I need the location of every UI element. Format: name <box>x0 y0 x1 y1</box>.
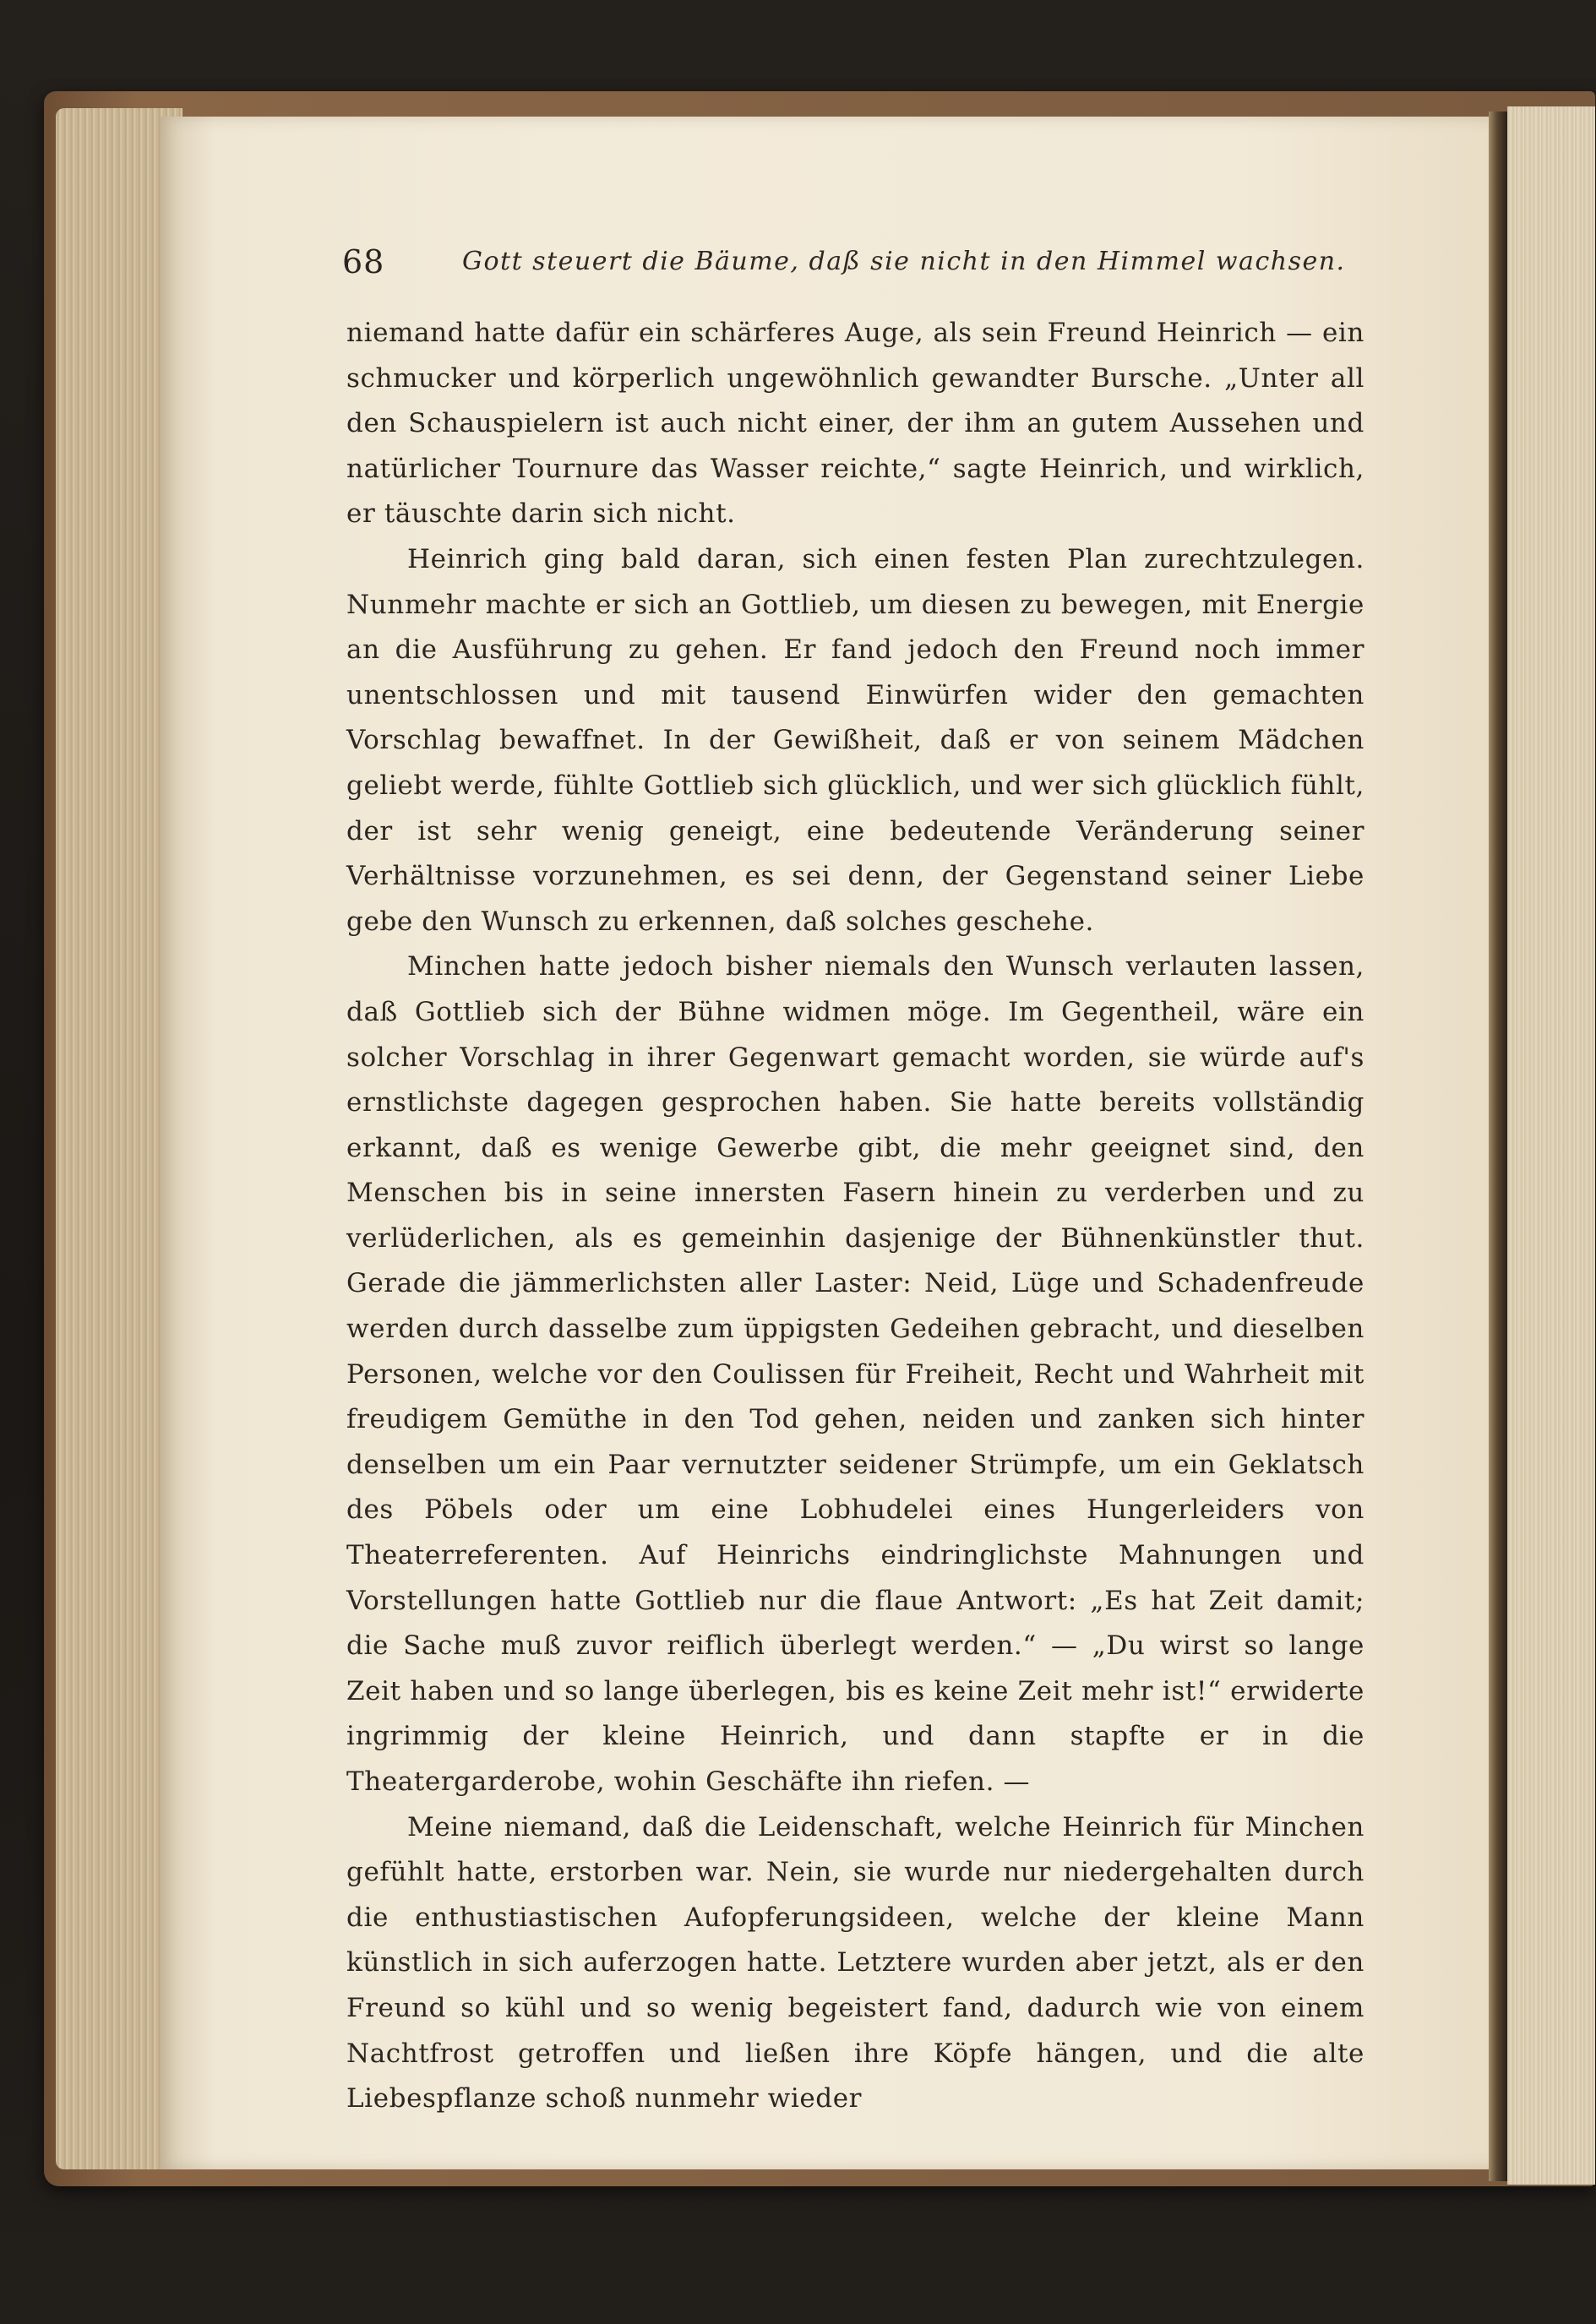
page-number: 68 <box>342 243 385 280</box>
paragraph-3: Minchen hatte jedoch bisher niemals den Wunsch verlauten lassen, daß Gottlieb sich der Bühne widmen möge. Im Gegentheil, wäre ein solcher Vorschlag in ihrer Gegenwart gemacht worden, sie würde auf's ernstlichste dagegen gesprochen haben. Sie hatte bereits vollständig erkannt, daß es wenige Gewerbe gibt, die mehr geeignet sind, den Menschen bis in seine innersten Fasern hinein zu verderben und zu verlüderlichen, als es gemeinhin dasjenige der Bühnenkünstler thut. Gerade die jämmerlichsten aller Laster: Neid, Lüge und Schadenfreude werden durch dasselbe zum üppigsten Gedeihen gebracht, und dieselben Personen, welche vor den Coulissen für Freiheit, Recht und Wahrheit mit freudigem Gemüthe in den Tod gehen, neiden und zanken sich hinter denselben um ein Paar vernutzter seidener Strümpfe, um ein Geklatsch des Pöbels oder um eine Lobhudelei eines Hungerleiders von Theaterreferenten. Auf Heinrichs eindringlichste Mahnungen und Vorstellungen hatte Gottlieb nur die flaue Antwort: „Es hat Zeit damit; die Sache muß zuvor reiflich überlegt werden.“ — „Du wirst so lange Zeit haben und so lange überlegen, bis es keine Zeit mehr ist!“ erwiderte ingrimmig der kleine Heinrich, und dann stapfte er in die Theatergarderobe, wohin Geschäfte ihn riefen. — <box>346 951 1364 1797</box>
paragraph-4: Meine niemand, daß die Leidenschaft, welche Heinrich für Minchen gefühlt hatte, erstorben war. Nein, sie wurde nur niedergehalten durch die enthustiastischen Aufopferungsideen, welche der kleine Mann künstlich in sich auferzogen hatte. Letztere wurden aber jetzt, als er den Freund so kühl und so wenig begeistert fand, dadurch wie von einem Nachtfrost getroffen und ließen ihre Köpfe hängen, und die alte Liebespflanze schoß nunmehr wieder <box>346 1811 1364 2114</box>
book-gutter <box>1489 112 1507 2181</box>
paragraph-1: niemand hatte dafür ein schärferes Auge, als sein Freund Heinrich — ein schmucker und körperlich ungewöhnlich gewandter Bursche. „Unter all den Schauspielern ist auch nicht einer, der ihm an gutem Aussehen und natürlicher Tournure das Wasser reichte,“ sagte Heinrich, und wirklich, er täuschte darin sich nicht. <box>346 318 1364 530</box>
page-header <box>342 243 1360 294</box>
body-text <box>346 311 1364 2122</box>
paragraph-2: Heinrich ging bald daran, sich einen festen Plan zurechtzulegen. Nunmehr machte er sich an Gottlieb, um diesen zu bewegen, mit Energie an die Ausführung zu gehen. Er fand jedoch den Freund noch immer unentschlossen und mit tausend Einwürfen wider den gemachten Vorschlag bewaffnet. In der Gewißheit, daß er von seinem Mädchen geliebt werde, fühlte Gottlieb sich glücklich, und wer sich glücklich fühlt, der ist sehr wenig geneigt, eine bedeutende Veränderung seiner Verhältnisse vorzunehmen, es sei denn, der Gegenstand seiner Liebe gebe den Wunsch zu erkennen, daß solches geschehe. <box>346 543 1364 937</box>
running-head: Gott steuert die Bäume, daß sie nicht in den Himmel wachsen. <box>462 247 1346 276</box>
next-page-edge <box>1507 106 1595 2185</box>
